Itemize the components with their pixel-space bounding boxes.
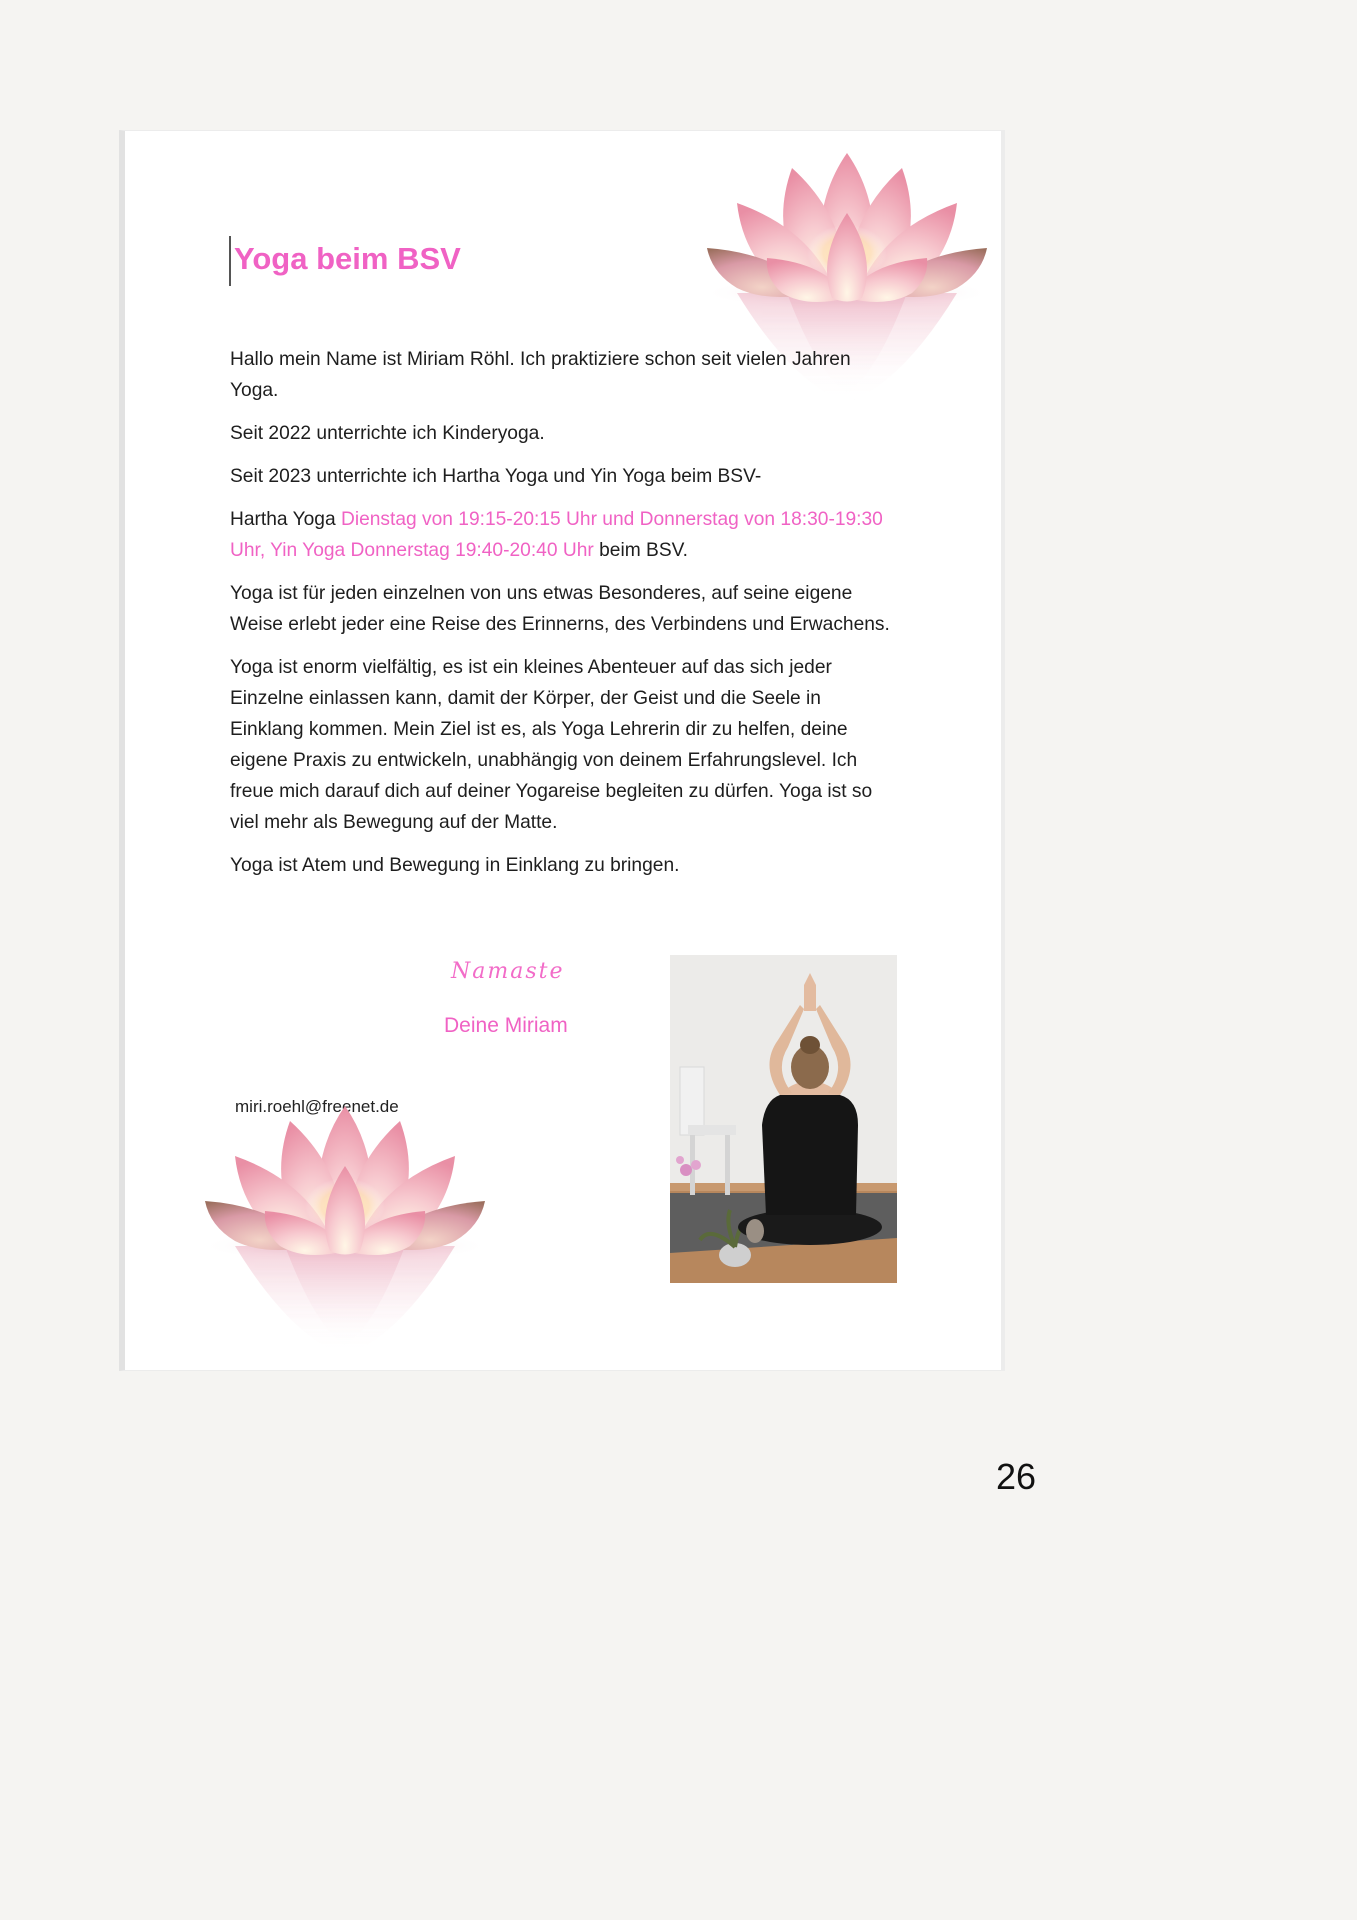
schedule-suffix: beim BSV. <box>593 540 688 561</box>
body-text <box>230 344 890 893</box>
paragraph-variety: Yoga ist enorm vielfältig, es ist ein kleines Abenteuer auf das sich jeder Einzelne einlassen kann, damit der Körper, der Geist und die Seele in Einklang kommen. Mein Ziel ist es, als Yoga Lehrerin dir zu helfen, deine eigene Praxis zu entwickeln, unabhängig von deinem Erfahrungslevel. Ich freue mich darauf dich auf deiner Yogareise begleiten zu dürfen. Yoga ist so viel mehr als Bewegung auf der Matte. <box>230 657 873 833</box>
document-page <box>119 130 1005 1371</box>
paragraph-journey: Yoga ist für jeden einzelnen von uns etwas Besonderes, auf seine eigene Weise erlebt jeder eine Reise des Erinnerns, des Verbindens und Erwachens. <box>230 583 890 635</box>
email-address: miri.roehl@freenet.de <box>235 1097 399 1116</box>
paragraph-since-2023: Seit 2023 unterrichte ich Hartha Yoga und Yin Yoga beim BSV- <box>230 466 762 487</box>
schedule-prefix: Hartha Yoga <box>230 509 341 530</box>
paragraph-intro: Hallo mein Name ist Miriam Röhl. Ich praktiziere schon seit vielen Jahren Yoga. <box>230 349 851 401</box>
page-number: 26 <box>996 1456 1037 1497</box>
yoga-pose-photo <box>670 955 897 1283</box>
paragraph-kinderyoga: Seit 2022 unterrichte ich Kinderyoga. <box>230 423 545 444</box>
lotus-flower-bottom-image <box>195 1096 495 1366</box>
document-title: Yoga beim BSV <box>234 241 461 276</box>
schedule-times: Dienstag von 19:15-20:15 Uhr und Donnerstag von 18:30-19:30 Uhr, Yin Yoga Donnerstag 19:40-20:40 Uhr <box>230 509 883 561</box>
paragraph-breath: Yoga ist Atem und Bewegung in Einklang zu bringen. <box>230 855 680 876</box>
paragraph-schedule <box>230 504 890 566</box>
signature: Deine Miriam <box>444 1014 568 1037</box>
greeting-namaste: Namaste <box>451 959 565 984</box>
